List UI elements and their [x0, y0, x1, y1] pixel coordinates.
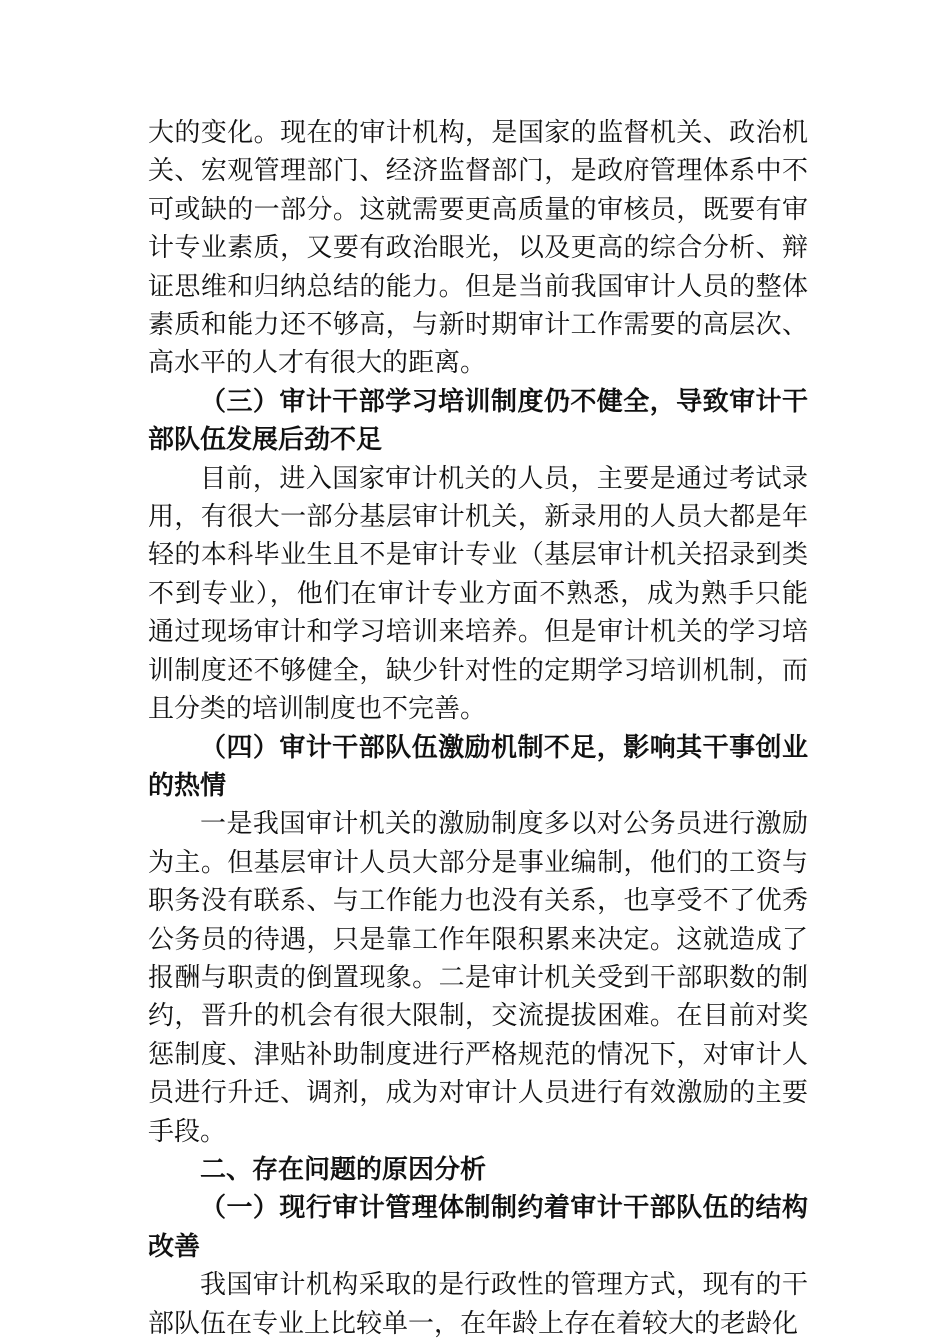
subheading-cause-1: （一）现行审计管理体制制约着审计干部队伍的结构改善	[148, 1193, 808, 1262]
subheading-section-4: （四）审计干部队伍激励机制不足，影响其干事创业的热情	[148, 732, 808, 801]
body-paragraph-continued: 大的变化。现在的审计机构，是国家的监督机关、政治机关、宏观管理部门、经济监督部门，是政府管理体系中不可或缺的一部分。这就需要更高质量的审核员，既要有审计专业素质，又要有政治眼光，以及更高的综合分析、辩证思维和归纳总结的能力。但是当前我国审计人员的整体素质和能力还不够高，与新时期审计工作需要的高层次、高水平的人才有很大的距离。	[148, 118, 808, 379]
subheading-section-3: （三）审计干部学习培训制度仍不健全，导致审计干部队伍发展后劲不足	[148, 386, 808, 456]
section-heading-cause-analysis: 二、存在问题的原因分析	[200, 1154, 487, 1185]
body-paragraph-incentive: 一是我国审计机关的激励制度多以对公务员进行激励为主。但基层审计人员大部分是事业编制，他们的工资与职务没有联系、与工作能力也没有关系，也享受不了优秀公务员的待遇，只是靠工作年限积累来决定。这就造成了报酬与职责的倒置现象。二是审计机关受到干部职数的制约，晋升的机会有很大限制，交流提拔困难。在目前对奖惩制度、津贴补助制度进行严格规范的情况下，对审计人员进行升迁、调剂，成为对审计人员进行有效激励的主要手段。	[148, 809, 808, 1147]
document-page	[148, 114, 808, 1343]
body-paragraph-management: 我国审计机构采取的是行政性的管理方式，现有的干部队伍在专业上比较单一，在年龄上存在着较大的老龄化	[148, 1270, 808, 1339]
body-paragraph-training: 目前，进入国家审计机关的人员，主要是通过考试录用，有很大一部分基层审计机关，新录用的人员大都是年轻的本科毕业生且不是审计专业（基层审计机关招录到类不到专业），他们在审计专业方面不熟悉，成为熟手只能通过现场审计和学习培训来培养。但是审计机关的学习培训制度还不够健全，缺少针对性的定期学习培训机制，而且分类的培训制度也不完善。	[148, 463, 808, 725]
